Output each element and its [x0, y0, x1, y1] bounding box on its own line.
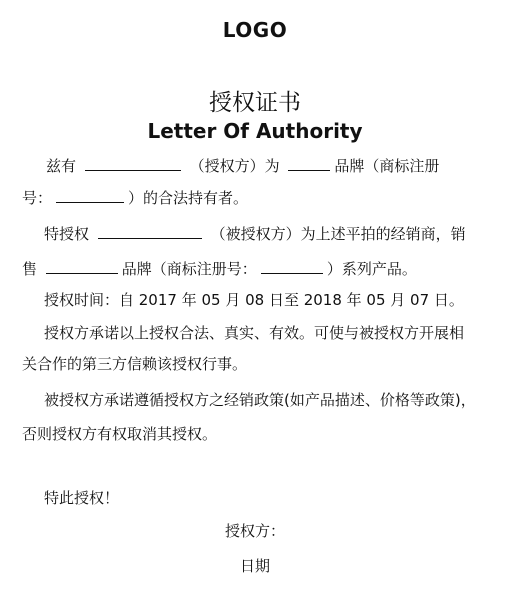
- p1-text-d: 号：: [22, 189, 53, 207]
- paragraph-4-line-1: 授权方承诺以上授权合法、真实、有效。可使与被授权方开展相: [44, 324, 465, 342]
- p2-text-a: 特授权: [44, 225, 90, 243]
- grantee-blank: [98, 224, 202, 239]
- p2-text-e: ）系列产品。: [326, 260, 417, 278]
- closing-statement: 特此授权！: [44, 489, 120, 507]
- p1-text-b: （授权方）为: [189, 157, 280, 175]
- trademark-number-blank-2: [261, 259, 323, 274]
- brand-blank: [288, 156, 330, 171]
- logo: LOGO: [222, 18, 288, 42]
- paragraph-1-line-2: [22, 188, 248, 208]
- p1-text-e: ）的合法持有者。: [128, 189, 249, 207]
- page-title-english: Letter Of Authority: [147, 119, 363, 143]
- page-title-chinese: 授权证书: [209, 90, 301, 116]
- paragraph-5-line-1: 被授权方承诺遵循授权方之经销政策(如产品描述、价格等政策)，: [44, 391, 476, 409]
- p2-text-d: 品牌（商标注册号：: [121, 260, 257, 278]
- p1-text-c: 品牌（商标注册: [334, 157, 440, 175]
- grantor-blank: [85, 156, 181, 171]
- paragraph-2-line-1: [44, 224, 466, 244]
- authorization-period: 授权时间：自 2017 年 05 月 08 日至 2018 年 05 月 07 日。: [44, 291, 464, 309]
- paragraph-2-line-2: [22, 259, 417, 279]
- p2-text-b: （被授权方）为上述平拍的经销商，销: [210, 225, 466, 243]
- date-label: 日期: [239, 557, 270, 575]
- p1-text-a: 兹有: [46, 157, 77, 175]
- paragraph-1-line-1: [46, 156, 439, 176]
- trademark-number-blank-1: [56, 188, 124, 203]
- p2-text-c: 售: [22, 260, 38, 278]
- brand-blank-2: [46, 259, 118, 274]
- paragraph-5-line-2: 否则授权方有权取消其授权。: [22, 425, 218, 443]
- paragraph-4-line-2: 关合作的第三方信赖该授权行事。: [22, 355, 248, 373]
- grantor-signature-label: 授权方：: [224, 522, 285, 540]
